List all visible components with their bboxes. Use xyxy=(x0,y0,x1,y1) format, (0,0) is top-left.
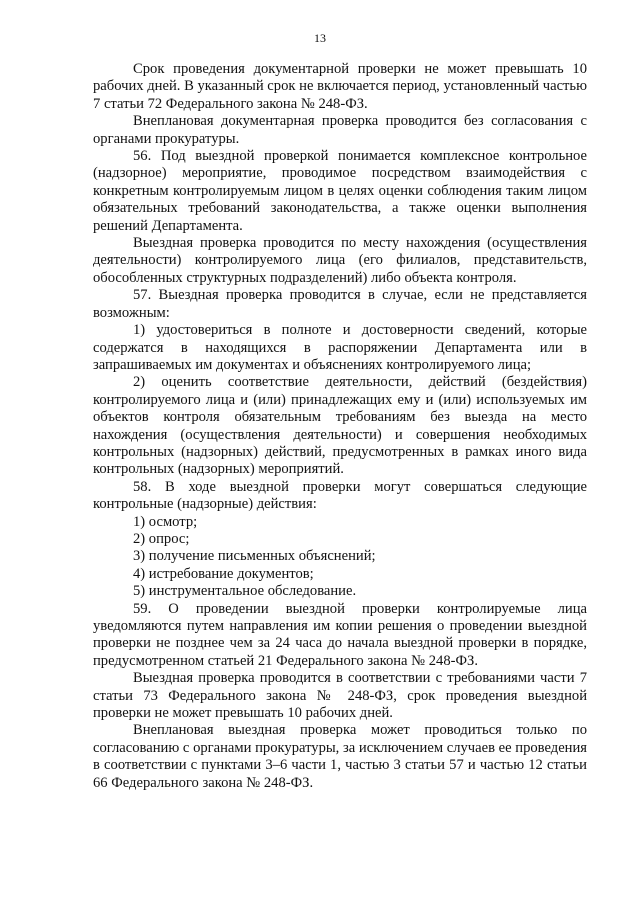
paragraph: Срок проведения документарной проверки не может превышать 10 рабочих дней. В указанный срок не включается период, установленный частью 7 статьи 72 Федерального закона № 248-ФЗ. xyxy=(93,61,587,112)
paragraph-57: 57. Выездная проверка проводится в случае, если не представляется возможным: xyxy=(93,287,587,321)
paragraph: Внеплановая документарная проверка проводится без согласования с органами прокуратуры. xyxy=(93,113,587,147)
paragraph: Выездная проверка проводится по месту нахождения (осуществления деятельности) контролируемого лица (его филиалов, представительств, обособленных структурных подразделений) либо объекта контроля. xyxy=(93,235,587,286)
page-number: 13 xyxy=(314,31,326,45)
list-item: 3) получение письменных объяснений; xyxy=(133,548,376,565)
paragraph-57-item-2: 2) оценить соответствие деятельности, действий (бездействия) контролируемого лица и (или) принадлежащих ему и (или) используемых им объектов контроля обязательным требованиям без выезда на место нахождения (осуществления деятельности) и совершения необходимых контрольных (надзорных) действий, предусмотренных в рамках иного вида контрольных (надзорных) мероприятий. xyxy=(93,374,587,478)
paragraph-59: 59. О проведении выездной проверки контролируемые лица уведомляются путем направления им копии решения о проведении выездной проверки не позднее чем за 24 часа до начала выездной проверки в порядке, предусмотренном статьей 21 Федерального закона № 248-ФЗ. xyxy=(93,600,587,669)
list-item: 2) опрос; xyxy=(133,530,190,547)
list-item: 5) инструментальное обследование. xyxy=(133,583,357,600)
document-body xyxy=(93,61,587,792)
paragraph: Выездная проверка проводится в соответствии с требованиями части 7 статьи 73 Федерального закона № 248-ФЗ, срок проведения выездной проверки не может превышать 10 рабочих дней. xyxy=(93,670,587,722)
paragraph-56: 56. Под выездной проверкой понимается комплексное контрольное (надзорное) мероприятие, проводимое посредством взаимодействия с конкретным контролируемым лицом в целях оценки соблюдения таким лицом обязательных требований законодательства, а также оценки выполнения решений Департамента. xyxy=(93,148,587,234)
paragraph-58: 58. В ходе выездной проверки могут совершаться следующие контрольные (надзорные) действия: xyxy=(93,478,587,513)
list-item: 1) осмотр; xyxy=(133,513,198,530)
list-item: 4) истребование документов; xyxy=(133,565,314,582)
paragraph-57-item-1: 1) удостовериться в полноте и достоверности сведений, которые содержатся в находящихся в распоряжении Департамента или в запрашиваемых им документах и объяснениях контролируемого лица; xyxy=(93,322,587,373)
paragraph: Внеплановая выездная проверка может проводиться только по согласованию с органами прокуратуры, за исключением случаев ее проведения в соответствии с пунктами 3–6 части 1, частью 3 статьи 57 и частью 12 статьи 66 Федерального закона № 248-ФЗ. xyxy=(93,722,587,791)
